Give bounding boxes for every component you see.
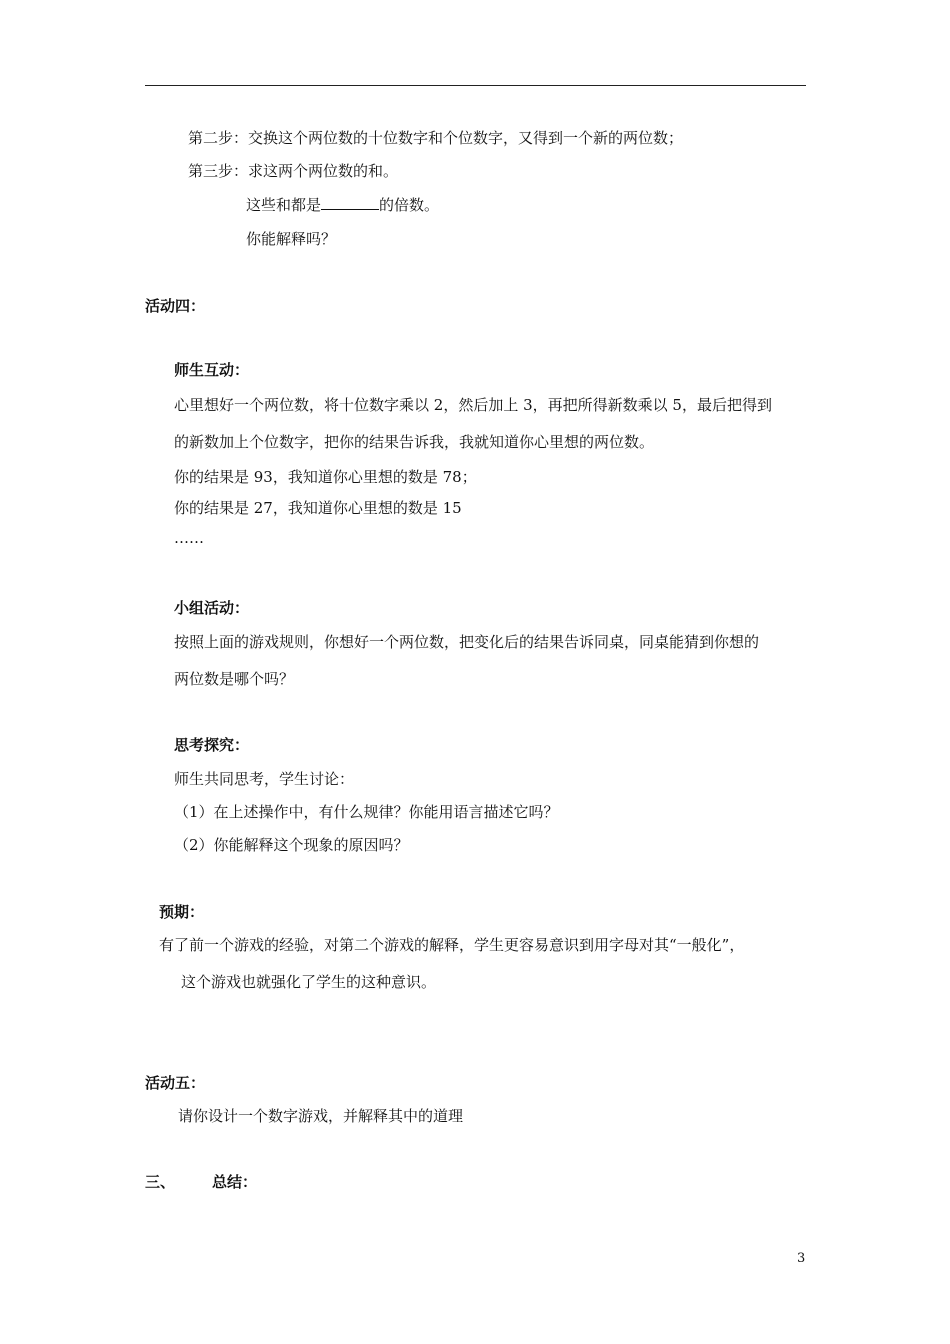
fill-in-sentence bbox=[246, 194, 439, 215]
example-two: 你的结果是 27，我知道你心里想的数是 15 bbox=[174, 499, 462, 517]
explain-question: 你能解释吗？ bbox=[246, 230, 337, 248]
ellipsis: …… bbox=[174, 529, 204, 547]
page-number: 3 bbox=[797, 1251, 806, 1266]
interaction-heading: 师生互动： bbox=[174, 361, 250, 379]
fill-after: 的倍数。 bbox=[379, 196, 440, 214]
activity-five-heading: 活动五： bbox=[145, 1074, 206, 1092]
example-one: 你的结果是 93，我知道你心里想的数是 78； bbox=[174, 468, 477, 486]
group-line-1: 按照上面的游戏规则，你想好一个两位数，把变化后的结果告诉同桌，同桌能猜到你想的 bbox=[174, 633, 760, 651]
group-activity-heading: 小组活动： bbox=[174, 599, 250, 617]
expectation-line-2: 这个游戏也就强化了学生的这种意识。 bbox=[181, 973, 437, 991]
step-three: 第三步：求这两个两位数的和。 bbox=[188, 162, 399, 180]
expectation-line-1: 有了前一个游戏的经验，对第二个游戏的解释，学生更容易意识到用字母对其“一般化”， bbox=[159, 936, 745, 954]
step-two: 第二步：交换这个两位数的十位数字和个位数字，又得到一个新的两位数； bbox=[188, 129, 684, 147]
section-three-title: 总结： bbox=[212, 1173, 258, 1191]
question-two: （2）你能解释这个现象的原因吗？ bbox=[174, 836, 409, 854]
answer-blank[interactable] bbox=[321, 194, 379, 210]
question-one: （1）在上述操作中，有什么规律？你能用语言描述它吗？ bbox=[174, 803, 559, 821]
fill-before: 这些和都是 bbox=[246, 196, 322, 214]
interaction-line-1: 心里想好一个两位数，将十位数字乘以 2，然后加上 3，再把所得新数乘以 5，最后把得到 bbox=[174, 396, 772, 414]
activity-five-text: 请你设计一个数字游戏，并解释其中的道理 bbox=[178, 1107, 464, 1125]
section-three-number: 三、 bbox=[145, 1173, 176, 1191]
activity-four-heading: 活动四： bbox=[145, 297, 206, 315]
think-heading: 思考探究： bbox=[174, 736, 250, 754]
expectation-heading: 预期： bbox=[159, 903, 205, 921]
header-rule bbox=[145, 85, 806, 86]
think-intro: 师生共同思考，学生讨论： bbox=[174, 770, 355, 788]
group-line-2: 两位数是哪个吗？ bbox=[174, 670, 295, 688]
interaction-line-2: 的新数加上个位数字，把你的结果告诉我，我就知道你心里想的两位数。 bbox=[174, 433, 655, 451]
